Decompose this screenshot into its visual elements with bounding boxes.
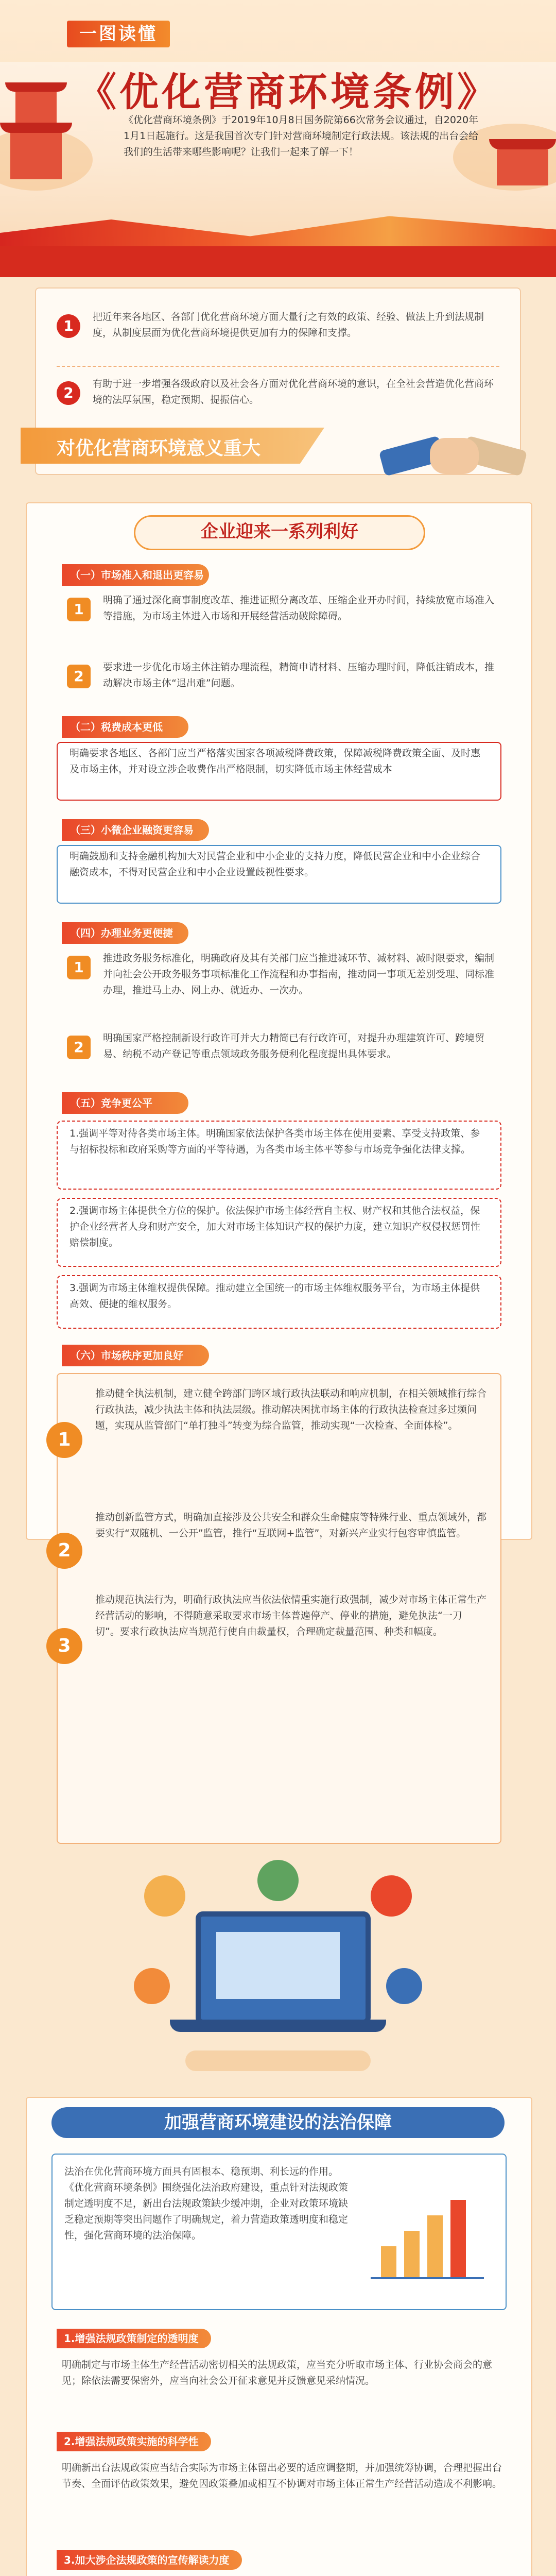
legal-intro: 法治在优化营商环境方面具有固根本、稳预期、利长远的作用。《优化营商环境条例》围绕强化法治政府建设，重点针对法规政策制定透明度不足，新出台法规政策缺少缓冲期，企业对政策环境缺乏稳定预期等突出问题作了明确规定，着力营造政策透明度和稳定性，强化营商环境的法治保障。 [64,2166,349,2241]
subsection-heading: （一）市场准入和退出更容易 [62,564,209,586]
significance-banner [21,422,535,495]
item-number: 1 [67,598,91,621]
gear-icon [144,1875,185,1917]
benefit-text: 明确国家严格控制新设行政许可并大力精简已有行政许可，对提升办理建筑许可、跨境贸易、纳税不动产登记等重点领域政务服务便利化程度提出具体要求。 [103,1032,485,1060]
benefit-text: 推动创新监管方式，明确加直接涉及公共安全和群众生命健康等特殊行业、重点领域外，都要实行“双随机、一公开”监管，推行“互联网+监管”，对新兴产业实行包容审慎监管。 [95,1512,487,1539]
item-number: 2 [57,381,80,405]
benefit-text: 明确了通过深化商事制度改革、推进证照分离改革、压缩企业开办时间，持续放宽市场准入等措施，为市场主体进入市场和开展经营活动破除障碍。 [103,595,495,622]
item-number: 2 [46,1533,82,1569]
handshake-icon [381,422,525,489]
hero-badge: 一图读懂 [67,21,170,47]
item-number: 2 [67,1036,91,1059]
item-number: 3 [46,1628,82,1664]
legal-item-text: 明确制定与市场主体生产经营活动密切相关的法规政策，应当充分听取市场主体、行业协会商会的意见；除依法需要保密外，应当向社会公开征求意见并反馈意见采纳情况。 [62,2359,493,2386]
intro-text: 《优化营商环境条例》于2019年10月8日国务院第66次常务会议通过，自2020年1月1日起施行。这是我国首次专门针对营商环境制定行政法规。该法规的出台会给我们的生活带来哪些影响呢？让我们一起来了解一下！ [124,114,479,158]
legal-item-heading: 1.增强法规政策制定的透明度 [57,2329,211,2348]
legal-item-heading: 2.增强法规政策实施的科学性 [57,2432,211,2451]
page-title: 《优化营商环境条例》 [77,69,499,115]
laptop-illustration [134,1855,422,2081]
section-title: 加强营商环境建设的法治保障 [51,2107,505,2138]
subsection-heading: （四）办理业务更便捷 [62,922,188,944]
benefit-text: 明确鼓励和支持金融机构加大对民营企业和中小企业的支持力度，降低民营企业和中小企业综合融资成本，不得对民营企业和中小企业设置歧视性要求。 [70,851,481,878]
legal-item-heading: 3.加大涉企法规政策的宣传解读力度 [57,2550,242,2570]
benefit-text: 推动规范执法行为，明确行政执法应当依法依情重实施行政强制，减少对市场主体正常生产经营活动的影响，不得随意采取要求市场主体普遍停产、停业的措施，避免执法“一刀切”。要求行政执法应当规范行使自由裁量权，合理确定裁量范围、种类和幅度。 [95,1594,487,1637]
subsection-heading: （六）市场秩序更加良好 [62,1345,209,1366]
target-icon [371,1875,412,1917]
benefit-text: 要求进一步优化市场主体注销办理流程，精简申请材料、压缩办理时间，降低注销成本，推动解决市场主体“退出难”问题。 [103,662,495,689]
globe-icon [257,1860,299,1901]
significance-banner-text: 对优化营商环境意义重大 [57,438,261,459]
item-number: 1 [67,956,91,979]
significance-text-2: 有助于进一步增强各级政府以及社会各方面对优化营商环境的意识，在全社会营造优化营商环境的法厚氛围，稳定预期、提振信心。 [93,378,494,405]
item-number: 1 [46,1422,82,1458]
chart-icon [386,1968,422,2004]
hero-banner [0,0,556,268]
subsection-heading: （五）竞争更公平 [62,1092,188,1114]
subsection-heading: （二）税费成本更低 [62,716,188,738]
subsection-heading: （三）小微企业融资更容易 [62,819,209,841]
benefit-text: 3.强调为市场主体维权提供保障。推动建立全国统一的市场主体维权服务平台，为市场主体提供高效、便捷的维权服务。 [70,1282,480,1310]
item-number: 1 [57,314,80,338]
benefit-text: 推动健全执法机制，建立健全跨部门跨区域行政执法联动和响应机制，在相关领域推行综合行政执法，减少执法主体和执法层级。推动解决困扰市场主体的行政执法检查过多过频问题，实现从监管部门“单打独斗”转变为综合监管，推动实现“一次检查、全面体检”。 [95,1388,487,1431]
benefit-text: 推进政务服务标准化，明确政府及其有关部门应当推进减环节、减材料、减时限要求，编制并向社会公开政务服务事项标准化工作流程和办事指南，推动同一事项无差别受理、同标准办理，推进马上办、网上办、就近办、一次办。 [103,953,495,996]
item-number: 2 [67,665,91,688]
coin-icon [134,1968,170,2004]
growth-chart-icon [371,2179,489,2282]
legal-item-text: 明确新出台法规政策应当结合实际为市场主体留出必要的适应调整期，并加强统筹协调，合理把握出台节奏、全面评估政策效果，避免因政策叠加或相互不协调对市场主体正常生产经营活动造成不利影响。 [62,2462,502,2489]
benefit-text: 1.强调平等对待各类市场主体。明确国家依法保护各类市场主体在使用要素、享受支持政策、参与招标投标和政府采购等方面的平等待遇，为各类市场主体平等参与市场竞争强化法律支撑。 [70,1128,480,1155]
section-title: 企业迎来一系列利好 [134,515,425,550]
benefit-text: 2.强调市场主体提供全方位的保护。依法保护市场主体经营自主权、财产权和其他合法权益，保护企业经营者人身和财产安全，加大对市场主体知识产权的保护力度，建立知识产权侵权惩罚性赔偿制度。 [70,1205,481,1248]
benefit-text: 明确要求各地区、各部门应当严格落实国家各项减税降费政策，保障减税降费政策全面、及时惠及市场主体，并对设立涉企收费作出严格限制，切实降低市场主体经营成本 [70,748,481,775]
significance-text-1: 把近年来各地区、各部门优化营商环境方面大量行之有效的政策、经验、做法上升到法规制度，从制度层面为优化营商环境提供更加有力的保障和支撑。 [93,311,484,338]
